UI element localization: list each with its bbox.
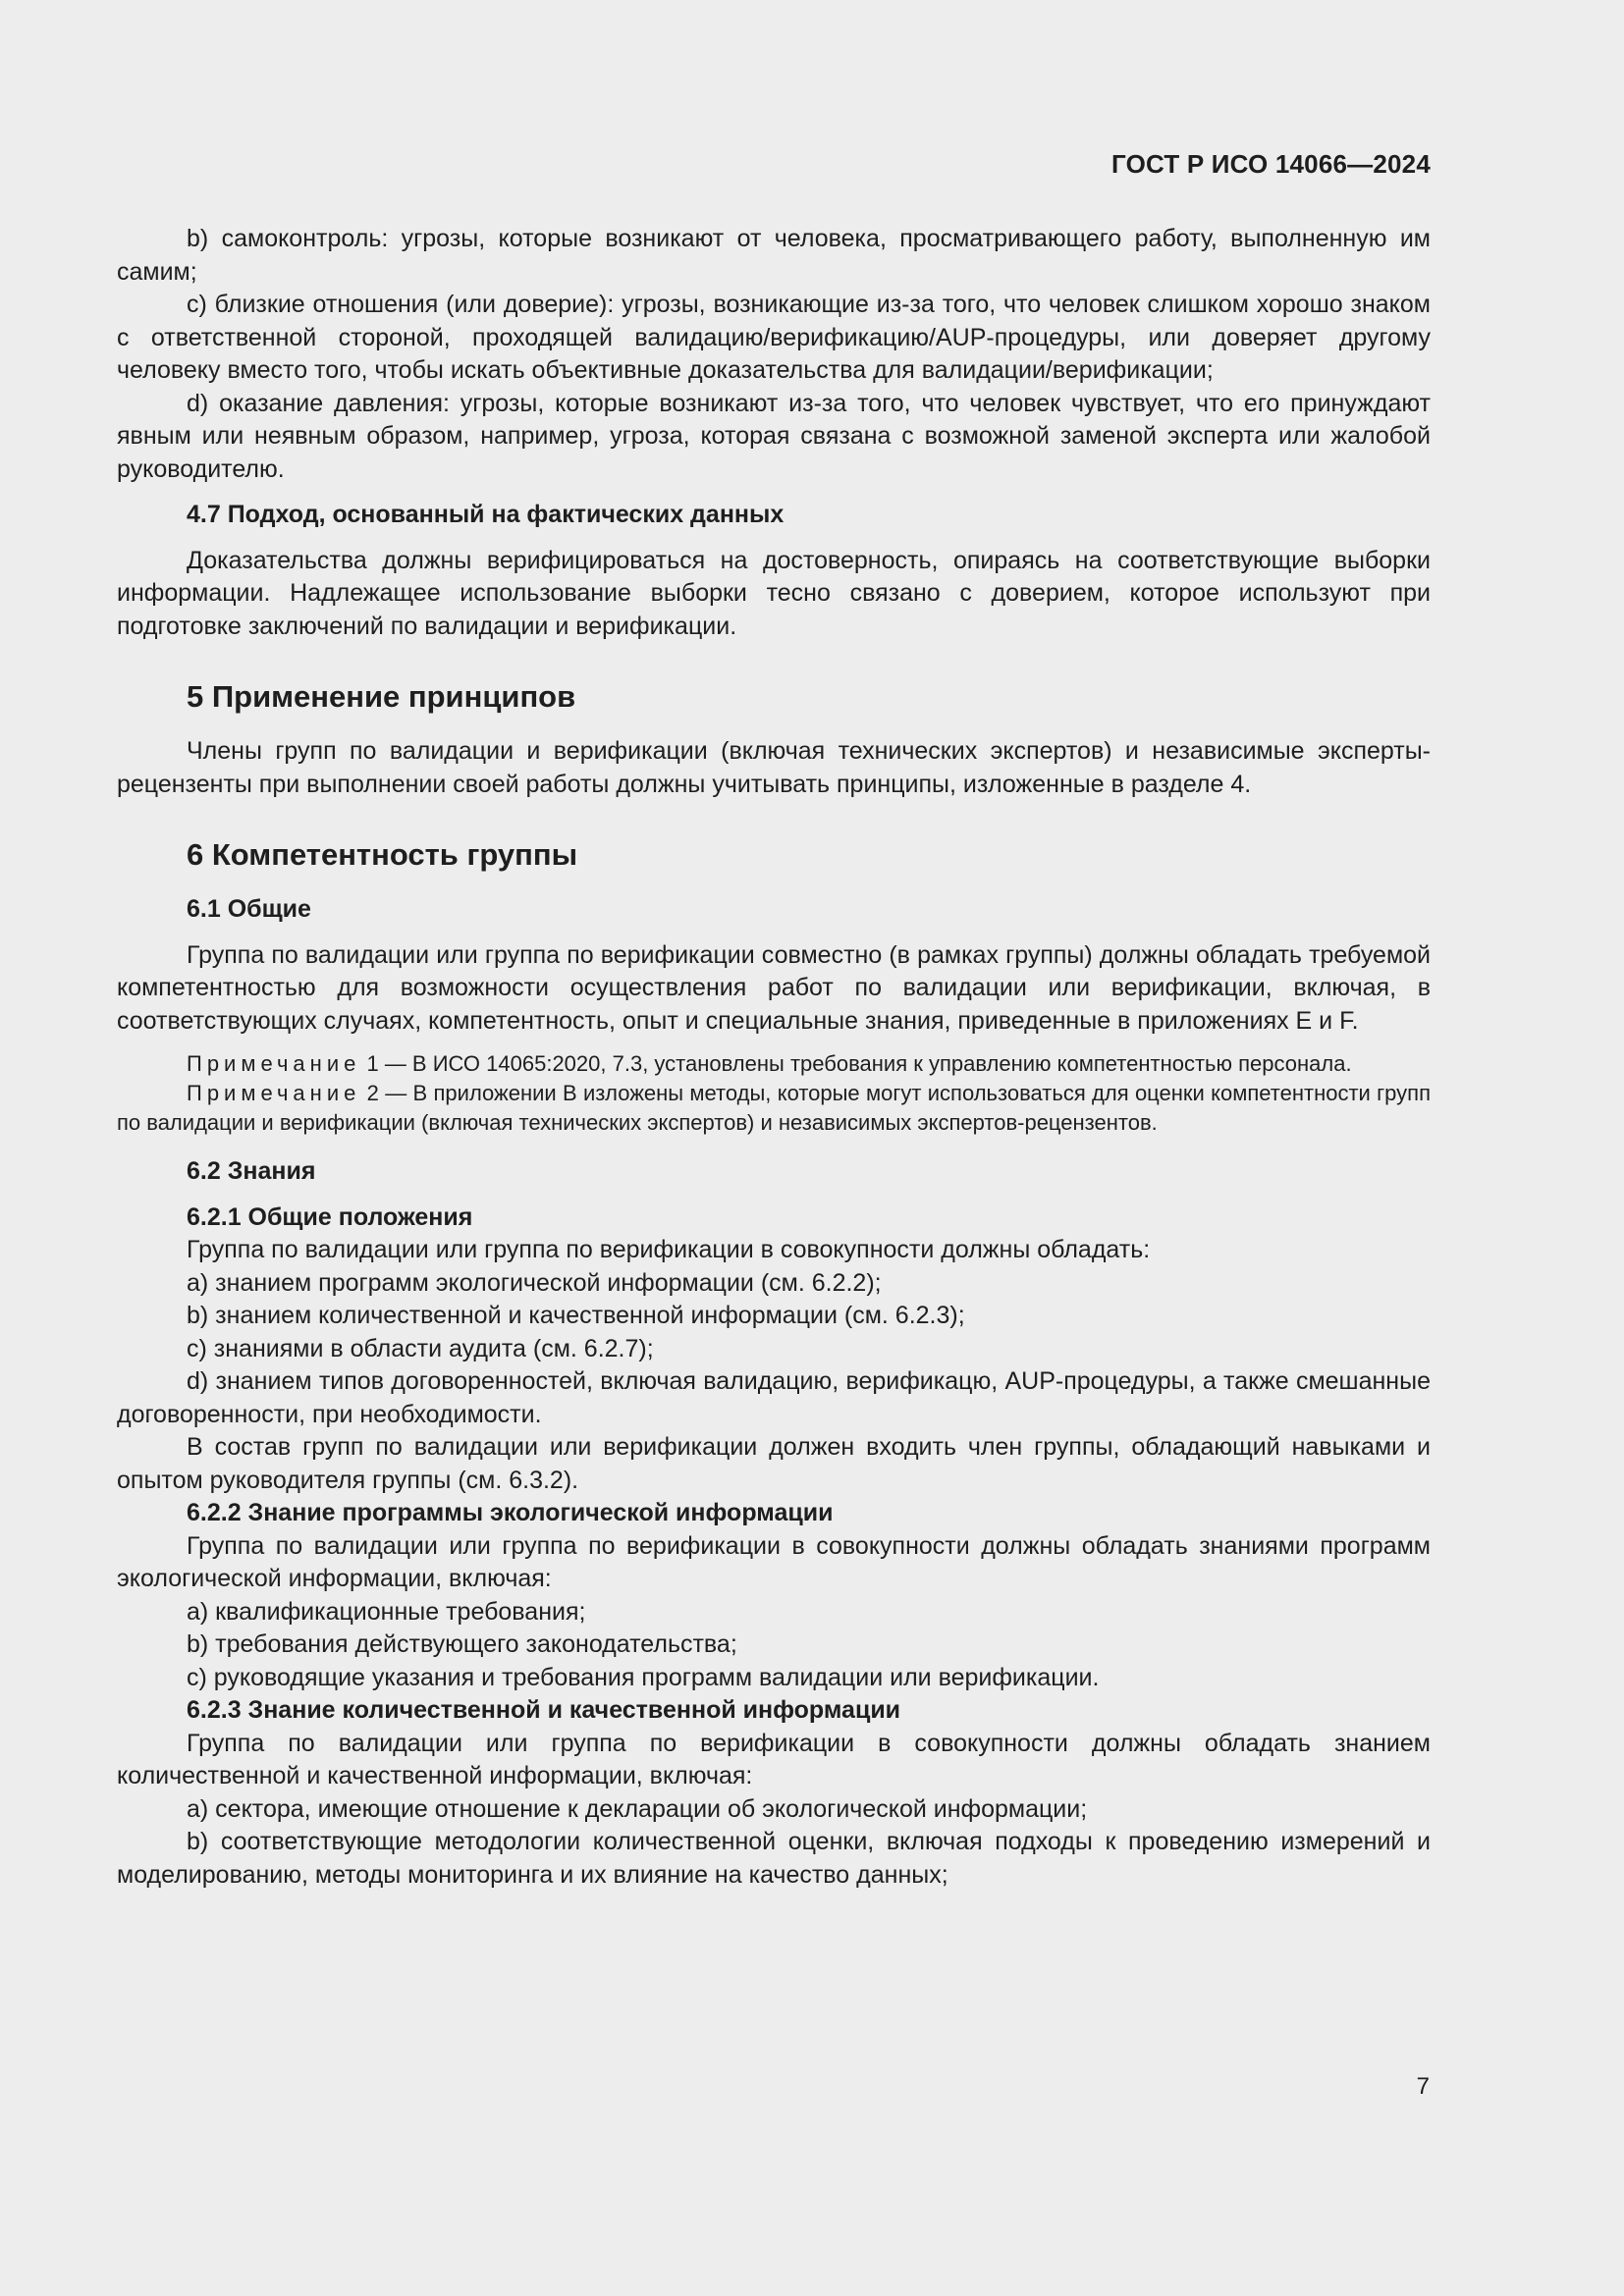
list-item: d) знанием типов договоренностей, включая валидацию, верификацю, AUP-процедуры, а также смешанные договоренности, при необходимости. bbox=[117, 1367, 1431, 1428]
document-header: ГОСТ Р ИСО 14066—2024 bbox=[1110, 149, 1431, 179]
list-item: а) знанием программ экологической информации (см. 6.2.2); bbox=[187, 1268, 882, 1297]
section-heading-4-7: 4.7 Подход, основанный на фактических данных bbox=[187, 501, 785, 528]
paragraph: Группа по валидации или группа по верификации в совокупности должны обладать знаниями программ экологической информации, включая: bbox=[117, 1531, 1431, 1592]
list-item: b) знанием количественной и качественной информации (см. 6.2.3); bbox=[187, 1302, 965, 1329]
paragraph: b) самоконтроль: угрозы, которые возникают от человека, просматривающего работу, выполненную им самим; bbox=[117, 225, 1431, 286]
list-item: b) соответствующие методологии количественной оценки, включая подходы к проведению измерений и моделированию, методы мониторинга и их влияние на качество данных; bbox=[117, 1828, 1431, 1889]
page-number: 7 bbox=[1416, 2073, 1430, 2100]
section-heading-6-2-2: 6.2.2 Знание программы экологической информации bbox=[187, 1499, 834, 1526]
section-heading-6-2: 6.2 Знания bbox=[187, 1157, 316, 1185]
note-label: Примечание bbox=[187, 1081, 361, 1105]
section-heading-6-2-3: 6.2.3 Знание количественной и качественной информации bbox=[187, 1696, 901, 1724]
paragraph: В состав групп по валидации или верификации должен входить член группы, обладающий навыками и опытом руководителя группы (см. 6.3.2). bbox=[117, 1433, 1431, 1494]
section-heading-5: 5 Применение принципов bbox=[187, 679, 576, 714]
list-item: c) знаниями в области аудита (см. 6.2.7); bbox=[187, 1334, 654, 1362]
note-1 bbox=[117, 1049, 1431, 1079]
paragraph: c) близкие отношения (или доверие): угрозы, возникающие из-за того, что человек слишком хорошо знаком с ответственной стороной, проходящей валидацию/верификацию/AUP-процедуры, или доверяет другому человеку вместо того, чтобы искать объективные доказательства для валидации/верификации; bbox=[117, 291, 1431, 384]
paragraph: Группа по валидации или группа по верификации в совокупности должны обладать: bbox=[187, 1236, 1151, 1263]
list-item: c) руководящие указания и требования программ валидации или верификации. bbox=[187, 1663, 1100, 1691]
paragraph: Группа по валидации или группа по верификации совместно (в рамках группы) должны обладать требуемой компетентностью для возможности осуществления работ по валидации или верификации, включая, в соответствующих случаях, компетентность, опыт и специальные знания, приведенные в приложениях Е и F. bbox=[117, 940, 1431, 1035]
paragraph: Группа по валидации или группа по верификации в совокупности должны обладать знанием количественной и качественной информации, включая: bbox=[117, 1729, 1431, 1789]
paragraph: Доказательства должны верифицироваться на достоверность, опираясь на соответствующие выборки информации. Надлежащее использование выборки тесно связано с доверием, которое используют при подготовке заключений по валидации и верификации. bbox=[117, 546, 1431, 640]
note-2 bbox=[117, 1079, 1431, 1138]
list-item: а) сектора, имеющие отношение к декларации об экологической информации; bbox=[187, 1794, 1088, 1823]
list-item: b) требования действующего законодательства; bbox=[187, 1630, 737, 1658]
paragraph: Члены групп по валидации и верификации (включая технических экспертов) и независимые эксперты-рецензенты при выполнении своей работы должны учитывать принципы, изложенные в разделе 4. bbox=[117, 737, 1431, 798]
page-content bbox=[117, 0, 1431, 1892]
paragraph: d) оказание давления: угрозы, которые возникают из-за того, что человек чувствует, что его принуждают явным или неявным образом, например, угроза, которая связана с возможной заменой эксперта или жалобой руководителю. bbox=[117, 389, 1431, 483]
section-heading-6-1: 6.1 Общие bbox=[187, 895, 311, 923]
note-label: Примечание bbox=[187, 1051, 361, 1076]
note-text: 2 — В приложении В изложены методы, которые могут использоваться для оценки компетентности групп по валидации и верификации (включая технических экспертов) и независимых экспертов-рецензентов. bbox=[117, 1081, 1431, 1135]
section-heading-6: 6 Компетентность группы bbox=[187, 837, 578, 872]
list-item: а) квалификационные требования; bbox=[187, 1597, 586, 1626]
section-heading-6-2-1: 6.2.1 Общие положения bbox=[187, 1202, 473, 1231]
note-text: 1 — В ИСО 14065:2020, 7.3, установлены требования к управлению компетентностью персонала. bbox=[366, 1051, 1352, 1076]
